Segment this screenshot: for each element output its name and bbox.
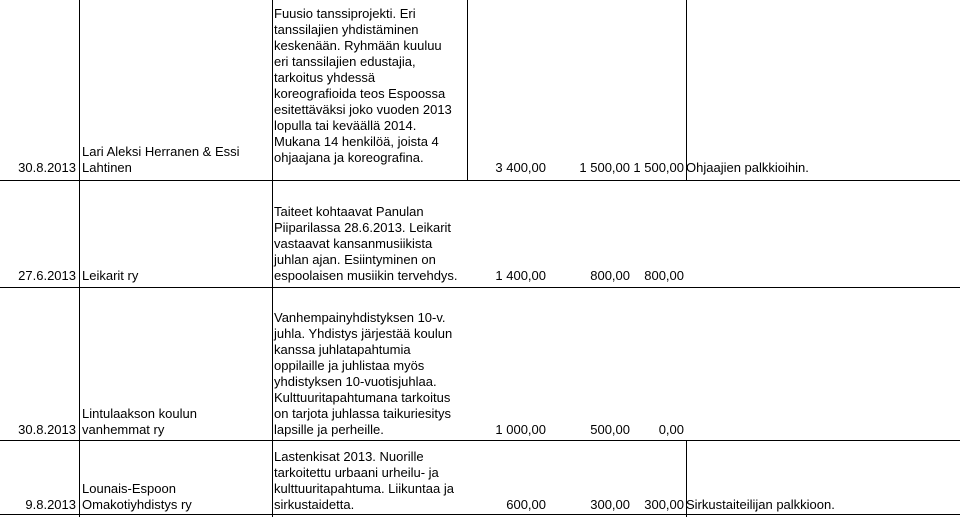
description-cell: Vanhempainyhdistyksen 10-v. juhla. Yhdistys järjestää koulun kanssa juhlatapahtumia oppilaille ja juhlistaa myös yhdistyksen 10-vuotisjuhlaa. Kulttuuritapahtumana tarkoitus on tarjota juhlassa taikuriesitys lapsille ja perheille. bbox=[274, 310, 453, 437]
amount-proposed-cell: 800,00 bbox=[590, 268, 630, 283]
amount-applied-cell: 1 400,00 bbox=[495, 268, 546, 283]
note-cell: Ohjaajien palkkioihin. bbox=[686, 160, 809, 175]
amount-proposed-cell: 300,00 bbox=[590, 497, 630, 512]
amount-granted-cell: 1 500,00 bbox=[633, 160, 684, 175]
column-divider bbox=[272, 0, 273, 517]
amount-applied-cell: 600,00 bbox=[506, 497, 546, 512]
amount-proposed-cell: 1 500,00 bbox=[579, 160, 630, 175]
description-cell: Lastenkisat 2013. Nuorille tarkoitettu urbaani urheilu- ja kulttuuritapahtuma. Liikuntaa ja sirkustaidetta. bbox=[274, 449, 454, 512]
date-cell: 30.8.2013 bbox=[18, 160, 76, 175]
description-cell: Fuusio tanssiprojekti. Eri tanssilajien yhdistäminen keskenään. Ryhmään kuuluu eri tanssilajien edustajia, tarkoitus yhdessä koreografioida teos Espoossa esitettäväksi joko vuoden 2013 lopulla tai keväällä 2014. Mukana 14 henkilöä, joista 4 ohjaajana ja koreografina. bbox=[274, 6, 452, 165]
column-divider bbox=[467, 0, 468, 180]
applicant-cell: Lintulaakson koulun vanhemmat ry bbox=[82, 406, 197, 437]
amount-granted-cell: 800,00 bbox=[644, 268, 684, 283]
row-divider bbox=[0, 514, 960, 515]
amount-granted-cell: 0,00 bbox=[658, 422, 684, 437]
date-cell: 30.8.2013 bbox=[18, 422, 76, 437]
column-divider bbox=[686, 0, 687, 180]
applicant-cell: Leikarit ry bbox=[82, 268, 139, 283]
description-cell: Taiteet kohtaavat Panulan Piiparilassa 28.6.2013. Leikarit vastaavat kansanmusiikista juhlan ajan. Esiintyminen on espoolaisen musiikin tervehdys. bbox=[274, 204, 458, 283]
applicant-cell: Lari Aleksi Herranen & Essi Lahtinen bbox=[82, 144, 240, 175]
amount-applied-cell: 3 400,00 bbox=[495, 160, 546, 175]
row-divider bbox=[0, 440, 960, 441]
amount-proposed-cell: 500,00 bbox=[590, 422, 630, 437]
date-cell: 9.8.2013 bbox=[25, 497, 76, 512]
amount-granted-cell: 300,00 bbox=[644, 497, 684, 512]
note-cell: Sirkustaiteilijan palkkioon. bbox=[686, 497, 835, 512]
column-divider bbox=[79, 0, 80, 517]
applicant-cell: Lounais-Espoon Omakotiyhdistys ry bbox=[82, 481, 192, 512]
date-cell: 27.6.2013 bbox=[18, 268, 76, 283]
amount-applied-cell: 1 000,00 bbox=[495, 422, 546, 437]
row-divider bbox=[0, 180, 960, 181]
row-divider bbox=[0, 287, 960, 288]
